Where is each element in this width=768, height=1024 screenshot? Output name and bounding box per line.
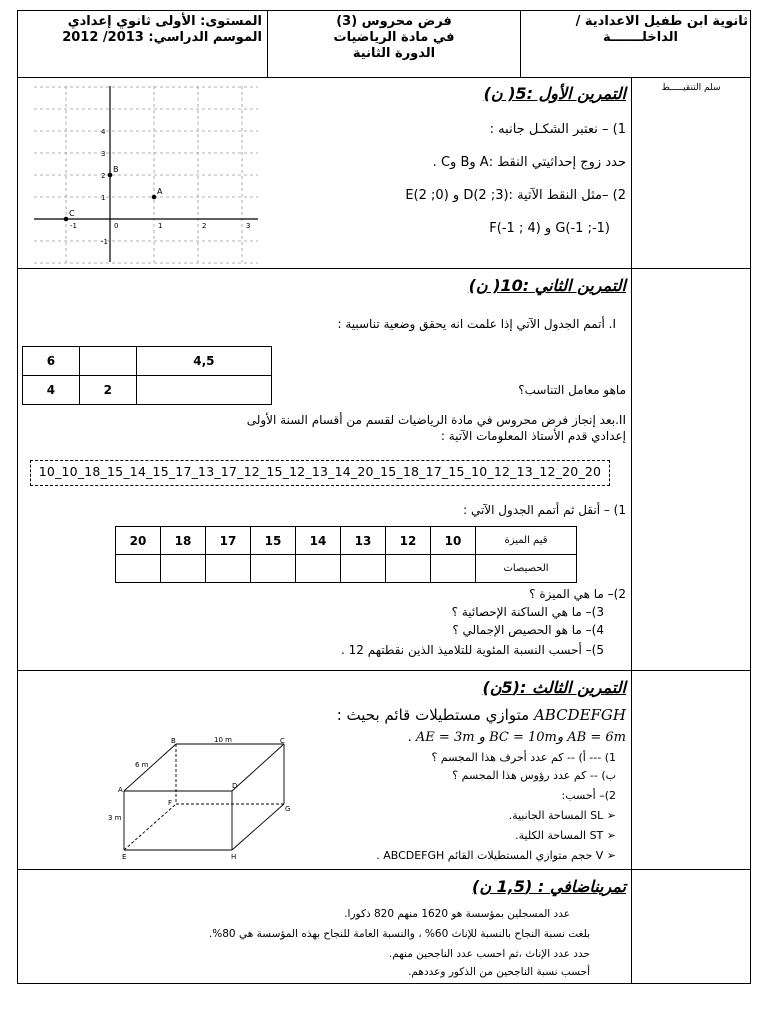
- y-tick-label: 1: [101, 194, 106, 202]
- ex1-line1: 1) – نعتبر الشكـل جانبه :: [489, 122, 626, 137]
- ex4-line1: عدد المسجلين بمؤسسة هو 1620 منهم 820 ذكورا.: [344, 908, 570, 920]
- prop-cell: 4: [23, 376, 80, 405]
- ex2-q2: 2)– ما هي الميزة ؟: [529, 587, 626, 601]
- prism-label-D: D: [232, 782, 238, 790]
- ex3-q2: 2)– أحسب:: [561, 789, 616, 802]
- level-info: المستوى: الأولى ثانوي إعدادي الموسم الدراسي: 2013/ 2012: [62, 14, 262, 45]
- prism-label-G: G: [285, 805, 291, 813]
- exam-title: فرض محروس (3) في مادة الرياضيات الدورة الثانية: [333, 14, 455, 61]
- freq-value: 12: [386, 527, 431, 555]
- ex1-line4: G(-1 ;-1) و F(-1 ; 4): [489, 221, 610, 236]
- ex1-title: التمرين الأول :5( ن): [483, 84, 626, 103]
- prism-label-B: B: [171, 737, 176, 745]
- freq-count: [161, 555, 206, 583]
- row-divider-4: [17, 869, 751, 870]
- row-divider-1: [17, 77, 751, 78]
- point-B: [108, 173, 113, 178]
- freq-label-value: قيم الميزة: [476, 527, 577, 555]
- prism-label-C: C: [280, 737, 285, 745]
- freq-value: 18: [161, 527, 206, 555]
- frequency-table: [115, 526, 577, 583]
- ex2-q5: 5)– أحسب النسبة المئوية للتلاميذ الذين نقطتهم 12 .: [341, 643, 604, 657]
- prop-cell: 2: [79, 376, 136, 405]
- y-tick-label: 4: [101, 128, 106, 136]
- ex3-q1b: ب) -- كم عدد رؤوس هذا المجسم ؟: [452, 769, 616, 782]
- freq-label-count: الحصيصات: [476, 555, 577, 583]
- coordinate-graph: [26, 80, 266, 266]
- header-col-1: [267, 10, 268, 78]
- ex3-line2: AB = 6m وBC = 10m و AE = 3m .: [407, 730, 626, 745]
- point-label-A: A: [157, 187, 163, 196]
- ex3-volume-text: V حجم متوازي المستطيلات القائم ABCDEFGH .: [376, 849, 604, 862]
- ex3-total-area-text: ST المساحة الكلية.: [515, 829, 604, 842]
- ex2-q4: 4)– ما هو الحصيص الإجمالي ؟: [452, 623, 604, 637]
- x-tick-label: 0: [114, 222, 119, 230]
- ex4-line3: حدد عدد الإناث ،ثم احسب عدد الناجحين منهم.: [388, 948, 590, 960]
- prop-cell: 4,5: [136, 347, 271, 376]
- ex1-line3: 2) –مثل النقط الآتية :(3; 2)D و (0; 2)E: [405, 188, 626, 203]
- x-tick-labels: [70, 222, 250, 230]
- freq-count: [206, 555, 251, 583]
- freq-value: 15: [251, 527, 296, 555]
- graph-gridlines: [34, 86, 258, 263]
- freq-count: [341, 555, 386, 583]
- ex3-total-area: ➢ ST المساحة الكلية.: [515, 829, 616, 842]
- x-tick-label: 1: [158, 222, 163, 230]
- freq-value: 14: [296, 527, 341, 555]
- frame-bottom: [17, 983, 751, 984]
- frame-top: [17, 10, 751, 11]
- prop-cell: [136, 376, 271, 405]
- ex3-lateral-area-text: SL المساحة الجانبية.: [508, 809, 604, 822]
- y-tick-labels: [101, 128, 108, 246]
- ex2-coef-question: ماهو معامل التناسب؟: [518, 383, 626, 397]
- prism-label-E: E: [122, 853, 127, 861]
- x-tick-label: 2: [202, 222, 207, 230]
- prism-label-A: A: [118, 786, 123, 794]
- proportion-table: [22, 346, 272, 405]
- x-tick-label: -1: [70, 222, 77, 230]
- graph-points: [64, 165, 163, 221]
- ex2-title: التمرين الثاني :10( ن): [468, 276, 626, 295]
- ex2-q3: 3)– ما هي الساكنة الإحصائية ؟: [451, 605, 604, 619]
- ex3-line1: [270, 706, 626, 724]
- ex3-title: التمرين الثالث :(5ن): [482, 678, 626, 697]
- school-name: ثانوية ابن طفيل الاعدادية / الداخلـــــــة: [575, 14, 748, 45]
- grades-series: 10_10_18_15_14_15_17_13_17_12_15_12_13_14_20_15_18_17_15_10_12_13_12_20_20: [30, 460, 610, 486]
- freq-value: 17: [206, 527, 251, 555]
- ex4-title: تمريناضافي : (1,5 ن): [472, 877, 626, 896]
- point-label-B: B: [113, 165, 119, 174]
- ex3-lateral-area: ➢ SL المساحة الجانبية.: [508, 809, 616, 822]
- x-tick-label: 3: [246, 222, 251, 230]
- prism-dim-ae: 3 m: [108, 814, 122, 822]
- point-A: [152, 195, 157, 200]
- ex2-part1: I. أتمم الجدول الآتي إذا علمت انه يحقق وضعية تناسبية :: [337, 317, 616, 331]
- ex3-volume: ➢ V حجم متوازي المستطيلات القائم ABCDEFGH .: [376, 849, 616, 862]
- ex3-prism-name: ABCDEFGH: [533, 706, 626, 724]
- point-label-C: C: [69, 209, 75, 218]
- prism-figure: [104, 734, 300, 864]
- ex2-part2b: إعدادي قدم الأستاذ المعلومات الآتية :: [440, 429, 626, 443]
- ex4-line4: أحسب نسبة الناجحين من الذكور وعددهم.: [408, 966, 590, 978]
- grading-column-line: [631, 77, 632, 984]
- freq-value: 20: [116, 527, 161, 555]
- prop-cell: 6: [23, 347, 80, 376]
- prism-dim-ab: 6 m: [135, 761, 149, 769]
- row-divider-2: [17, 268, 751, 269]
- ex2-part2a: II.بعد إنجاز فرض محروس في مادة الرياضيات لقسم من أقسام السنة الأولى: [246, 413, 626, 427]
- prism-label-F: F: [168, 799, 173, 807]
- header-col-2: [520, 10, 521, 78]
- point-C: [64, 217, 69, 222]
- ex4-line2: بلغت نسبة النجاح بالنسبة للإناث 60% ، والنسبة العامة للنجاح بهذه المؤسسة هي 80%.: [208, 928, 590, 940]
- freq-count: [386, 555, 431, 583]
- grading-label: سلم التنقيـــــط: [661, 83, 721, 93]
- frame-left: [17, 10, 18, 984]
- y-tick-label: 2: [101, 172, 106, 180]
- prism-label-H: H: [231, 853, 237, 861]
- prop-cell: [79, 347, 136, 376]
- ex1-line2: حدد زوج إحداثيتي النقط :A وB وC .: [432, 155, 626, 170]
- freq-count: [116, 555, 161, 583]
- freq-count: [296, 555, 341, 583]
- ex2-q1: 1) – أنقل ثم أتمم الجدول الآتي :: [463, 503, 626, 517]
- y-tick-label: 3: [101, 150, 106, 158]
- freq-value: 10: [431, 527, 476, 555]
- ex3-q1a: 1) --- أ) -- كم عدد أحرف هذا المجسم ؟: [431, 751, 616, 764]
- freq-count: [431, 555, 476, 583]
- freq-count: [251, 555, 296, 583]
- y-tick-label: -1: [101, 238, 108, 246]
- freq-value: 13: [341, 527, 386, 555]
- prism-dim-bc: 10 m: [214, 736, 232, 744]
- frame-right: [750, 10, 751, 984]
- row-divider-3: [17, 670, 751, 671]
- ex3-line1-text: متوازي مستطيلات قائم بحيث :: [336, 706, 530, 724]
